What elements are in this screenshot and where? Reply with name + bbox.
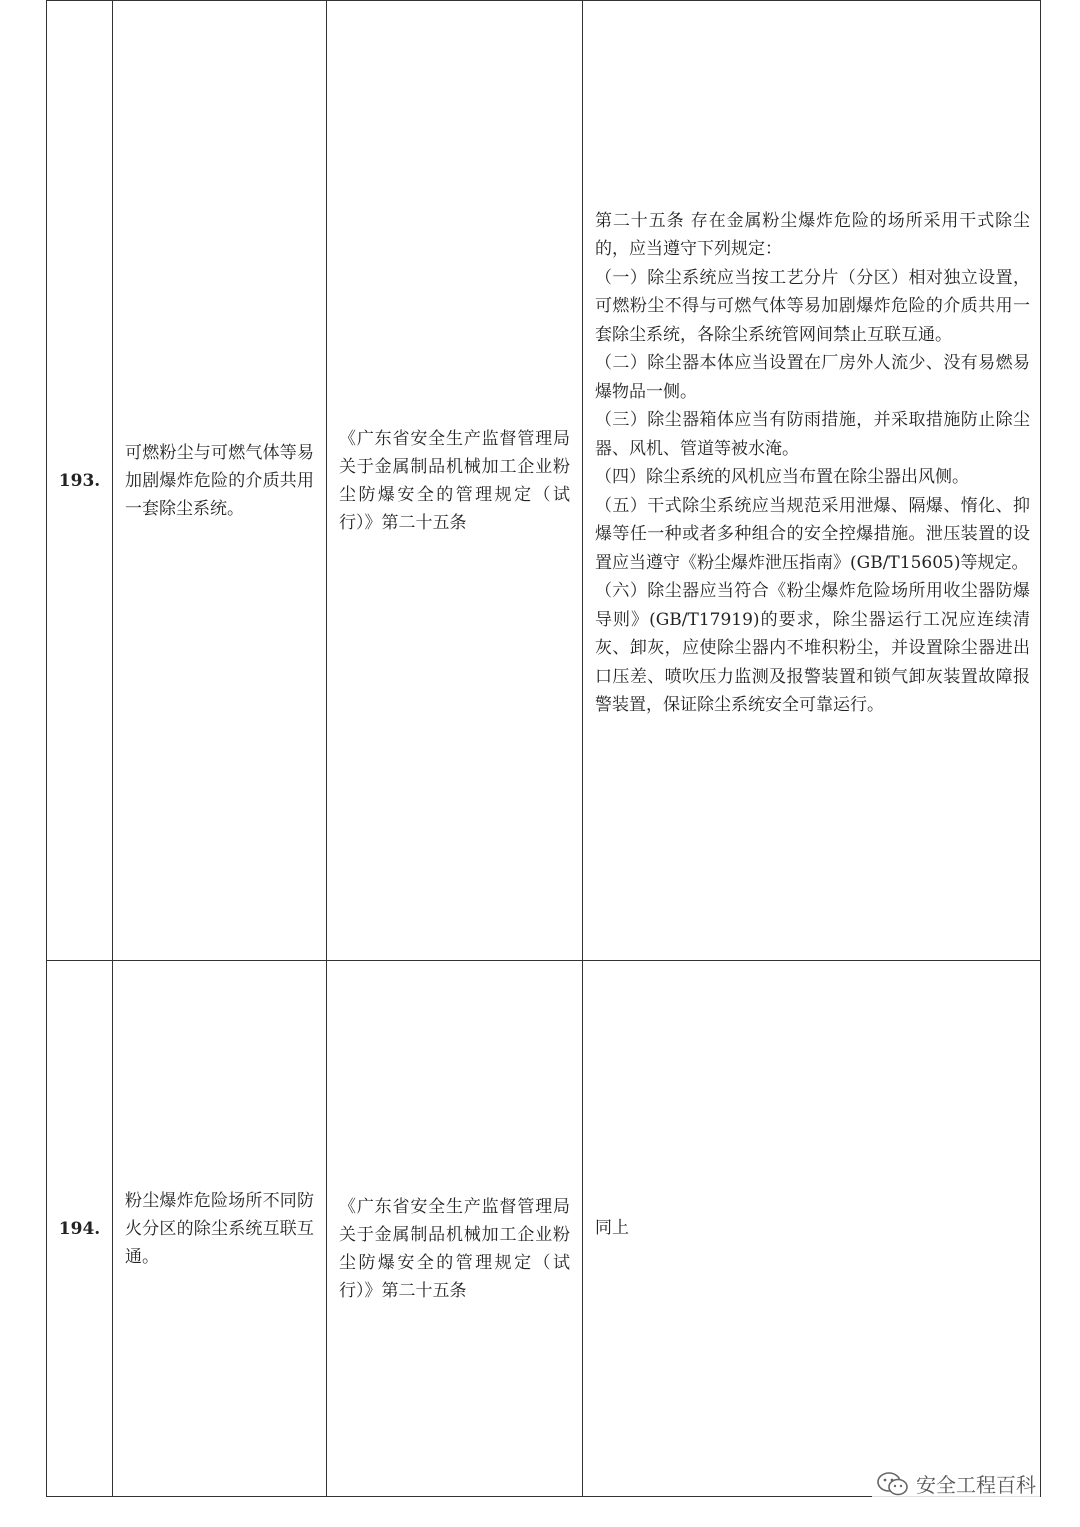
wechat-icon: [876, 1471, 910, 1497]
clause-text: （三）除尘器箱体应当有防雨措施，并采取措施防止除尘器、风机、管道等被水淹。: [595, 410, 1030, 459]
clause-text: 第二十五条 存在金属粉尘爆炸危险的场所采用干式除尘的，应当遵守下列规定：: [595, 210, 1030, 259]
legal-basis: 《广东省安全生产监督管理局关于金属制品机械加工企业粉尘防爆安全的管理规定（试行）》第二十五条: [339, 1196, 570, 1301]
table-row: [47, 1, 1041, 961]
clause-text: （二）除尘器本体应当设置在厂房外人流少、没有易燃易爆物品一侧。: [595, 353, 1030, 402]
row-number: 194.: [47, 961, 113, 1497]
watermark: [872, 1467, 1040, 1500]
clause-text: （五）干式除尘系统应当规范采用泄爆、隔爆、惰化、抑爆等任一种或者多种组合的安全控爆措施。泄压装置的设置应当遵守《粉尘爆炸泄压指南》(GB/T15605)等规定。: [595, 495, 1030, 573]
hazard-description: 粉尘爆炸危险场所不同防火分区的除尘系统互联互通。: [125, 1190, 314, 1267]
standards-table: [46, 0, 1041, 1497]
legal-basis: 《广东省安全生产监督管理局关于金属制品机械加工企业粉尘防爆安全的管理规定（试行）》第二十五条: [339, 428, 570, 533]
row-number: 193.: [47, 1, 113, 961]
clause-text: （一）除尘系统应当按工艺分片（分区）相对独立设置，可燃粉尘不得与可燃气体等易加剧爆炸危险的介质共用一套除尘系统，各除尘系统管网间禁止互联互通。: [595, 267, 1030, 345]
clause-text: 同上: [595, 1218, 629, 1239]
regulation-clauses: [583, 1214, 1040, 1243]
hazard-description: 可燃粉尘与可燃气体等易加剧爆炸危险的介质共用一套除尘系统。: [125, 442, 314, 519]
clause-text: （六）除尘器应当符合《粉尘爆炸危险场所用收尘器防爆导则》(GB/T17919)的要求，除尘器运行工况应连续清灰、卸灰，应使除尘器内不堆积粉尘，并设置除尘器进出口压差、喷吹压力监测及报警装置和锁气卸灰装置故障报警装置，保证除尘系统安全可靠运行。: [595, 581, 1030, 715]
regulation-clauses: [583, 207, 1040, 720]
watermark-text: 安全工程百科: [916, 1473, 1036, 1497]
table-row: [47, 961, 1041, 1497]
clause-text: （四）除尘系统的风机应当布置在除尘器出风侧。: [595, 467, 969, 487]
